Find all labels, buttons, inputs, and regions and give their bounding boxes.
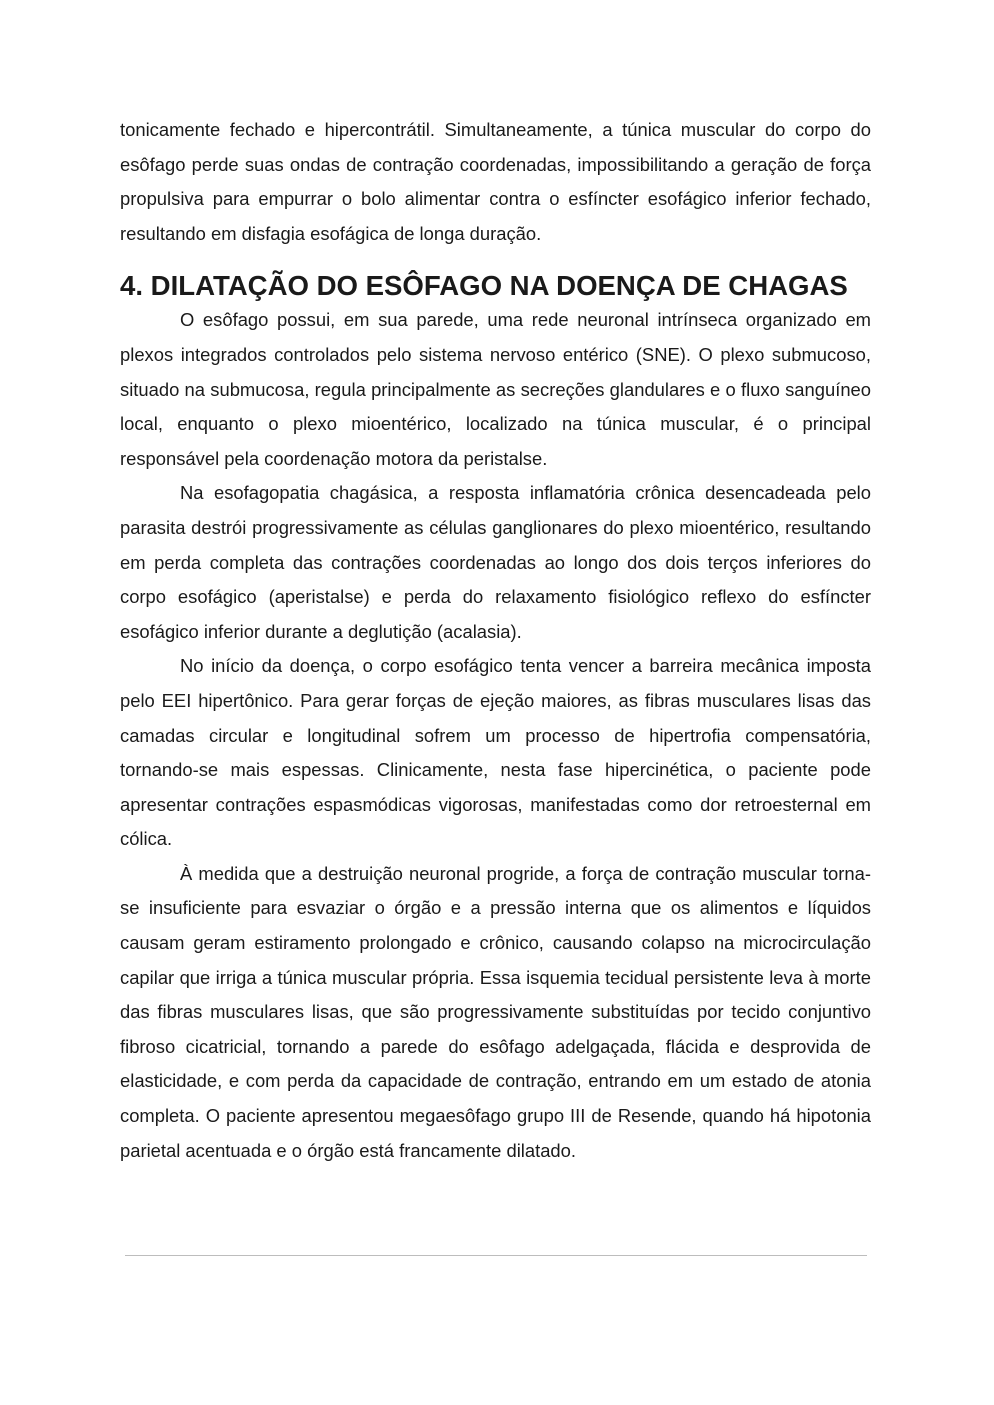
footer-divider <box>125 1255 867 1256</box>
paragraph-2: Na esofagopatia chagásica, a resposta inflamatória crônica desencadeada pelo parasita destrói progressivamente as células ganglionares do plexo mioentérico, resultando em perda completa das contrações coordenadas ao longo dos dois terços inferiores do corpo esofágico (aperistalse) e perda do relaxamento fisiológico reflexo do esfíncter esofágico inferior durante a deglutição (acalasia). <box>120 482 871 642</box>
paragraph-3: No início da doença, o corpo esofágico tenta vencer a barreira mecânica imposta pelo EEI hipertônico. Para gerar forças de ejeção maiores, as fibras musculares lisas das camadas circular e longitudinal sofrem um processo de hipertrofia compensatória, tornando-se mais espessas. Clinicamente, nesta fase hipercinética, o paciente pode apresentar contrações espasmódicas vigorosas, manifestadas como dor retroesternal em cólica. <box>120 655 871 850</box>
paragraph-4: À medida que a destruição neuronal progride, a força de contração muscular torna-se insuficiente para esvaziar o órgão e a pressão interna que os alimentos e líquidos causam geram estiramento prolongado e crônico, causando colapso na microcirculação capilar que irriga a túnica muscular própria. Essa isquemia tecidual persistente leva à morte das fibras musculares lisas, que são progressivamente substituídas por tecido conjuntivo fibroso cicatricial, tornando a parede do esôfago adelgaçada, flácida e desprovida de elasticidade, e com perda da capacidade de contração, entrando em um estado de atonia completa. O paciente apresentou megaesôfago grupo III de Resende, quando há hipotonia parietal acentuada e o órgão está francamente dilatado. <box>120 862 871 1161</box>
paragraph-continued: tonicamente fechado e hipercontrátil. Simultaneamente, a túnica muscular do corpo do esôfago perde suas ondas de contração coordenadas, impossibilitando a geração de força propulsiva para empurrar o bolo alimentar contra o esfíncter esofágico inferior fechado, resultando em disfagia esofágica de longa duração. <box>120 119 871 244</box>
section-heading: 4. DILATAÇÃO DO ESÔFAGO NA DOENÇA DE CHAGAS <box>120 270 848 302</box>
paragraph-1: O esôfago possui, em sua parede, uma rede neuronal intrínseca organizado em plexos integrados controlados pelo sistema nervoso entérico (SNE). O plexo submucoso, situado na submucosa, regula principalmente as secreções glandulares e o fluxo sanguíneo local, enquanto o plexo mioentérico, localizado na túnica muscular, é o principal responsável pela coordenação motora da peristalse. <box>120 309 871 469</box>
document-page <box>120 113 871 1168</box>
